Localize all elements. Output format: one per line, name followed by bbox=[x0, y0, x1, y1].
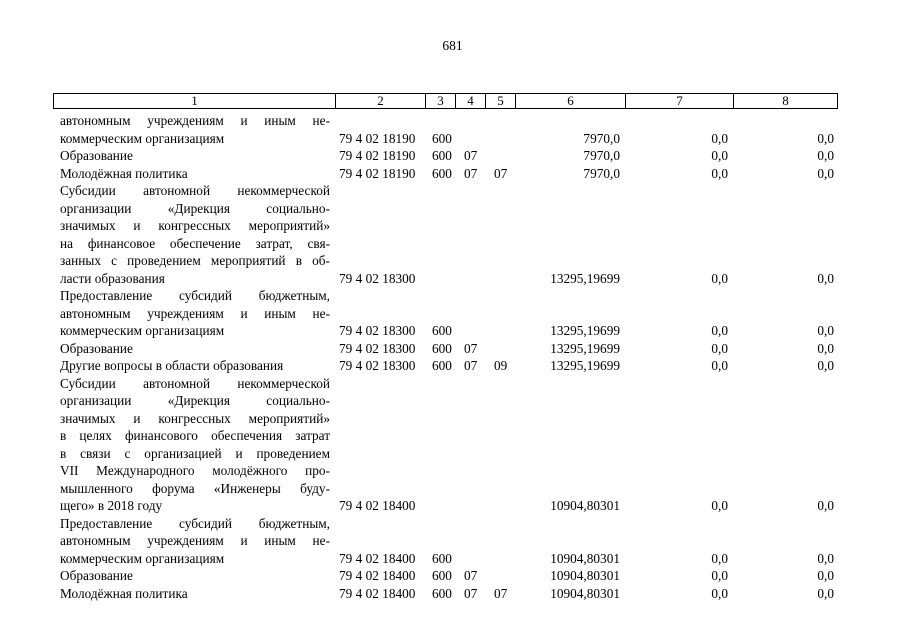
cell-c4: 07 bbox=[464, 165, 478, 181]
header-col-7: 7 bbox=[626, 94, 734, 108]
cell-c6: 13295,19699 bbox=[550, 340, 620, 356]
cell-c5: 09 bbox=[494, 358, 508, 373]
cell-c8: 0,0 bbox=[817, 130, 834, 146]
cell-c8: 0,0 bbox=[817, 323, 834, 338]
row-name-line: Образование bbox=[60, 148, 133, 163]
cell-c8: 0,0 bbox=[817, 165, 834, 181]
cell-c7: 0,0 bbox=[711, 323, 728, 338]
row-name bbox=[60, 357, 330, 375]
row-name bbox=[60, 340, 330, 358]
row-name bbox=[60, 165, 330, 183]
row-name-line: в целях финансового обеспечения затрат bbox=[60, 428, 330, 443]
cell-c8: 0,0 bbox=[817, 340, 834, 356]
row-name-line: Другие вопросы в области образования bbox=[60, 358, 284, 373]
table-row bbox=[0, 375, 905, 515]
row-name-line: VII Международного молодёжного про- bbox=[60, 463, 330, 478]
row-name-line: коммерческим организациям bbox=[60, 130, 225, 146]
row-name-line: Предоставление субсидий бюджетным, bbox=[60, 288, 330, 303]
row-name-line: Образование bbox=[60, 340, 133, 356]
header-col-8: 8 bbox=[782, 93, 789, 108]
row-name-line: на финансовое обеспечение затрат, свя- bbox=[60, 235, 330, 251]
cell-code: 79 4 02 18400 bbox=[339, 550, 416, 566]
table-row bbox=[0, 112, 905, 147]
cell-c3: 600 bbox=[432, 358, 452, 373]
cell-c7: 0,0 bbox=[711, 270, 728, 286]
row-name-line: коммерческим организациям bbox=[60, 323, 225, 338]
row-name-line: значимых и конгрессных мероприятий» bbox=[60, 410, 330, 426]
cell-c8: 0,0 bbox=[817, 358, 834, 373]
table-row bbox=[0, 567, 905, 585]
cell-c5: 07 bbox=[494, 165, 508, 181]
row-name-line: Субсидии автономной некоммерческой bbox=[60, 375, 330, 391]
cell-c8: 0,0 bbox=[817, 498, 834, 513]
cell-c6: 10904,80301 bbox=[550, 498, 620, 513]
cell-c3: 600 bbox=[432, 550, 452, 566]
table-row bbox=[0, 287, 905, 340]
cell-c3: 600 bbox=[432, 148, 452, 163]
cell-code: 79 4 02 18190 bbox=[339, 165, 416, 181]
cell-c7: 0,0 bbox=[711, 148, 728, 163]
cell-c8: 0,0 bbox=[817, 550, 834, 566]
header-col-5: 5 bbox=[486, 94, 516, 108]
table-row bbox=[0, 340, 905, 358]
row-name-line: автономным учреждениям и иным не- bbox=[60, 533, 330, 548]
row-name bbox=[60, 147, 330, 165]
cell-c4: 07 bbox=[464, 340, 478, 356]
cell-code: 79 4 02 18190 bbox=[339, 130, 416, 146]
cell-c7: 0,0 bbox=[711, 585, 728, 601]
cell-c6: 7970,0 bbox=[583, 165, 620, 181]
cell-c6: 7970,0 bbox=[583, 148, 620, 163]
row-name-line: коммерческим организациям bbox=[60, 550, 225, 566]
table-header bbox=[53, 93, 838, 109]
header-col-2: 2 bbox=[336, 94, 426, 108]
row-name-line: автономным учреждениям и иным не- bbox=[60, 113, 330, 128]
row-name-line: мышленного форума «Инженеры буду- bbox=[60, 480, 330, 496]
cell-c7: 0,0 bbox=[711, 130, 728, 146]
header-col-4: 4 bbox=[456, 94, 486, 108]
cell-code: 79 4 02 18300 bbox=[339, 340, 416, 356]
row-name-line: занных с проведением мероприятий в об- bbox=[60, 253, 330, 268]
row-name-line: автономным учреждениям и иным не- bbox=[60, 305, 330, 321]
cell-c8: 0,0 bbox=[817, 568, 834, 583]
page-number: 681 bbox=[442, 38, 463, 53]
cell-c6: 13295,19699 bbox=[550, 270, 620, 286]
cell-c6: 7970,0 bbox=[583, 130, 620, 146]
cell-c8: 0,0 bbox=[817, 585, 834, 601]
cell-c7: 0,0 bbox=[711, 165, 728, 181]
table-body bbox=[0, 112, 905, 602]
cell-c7: 0,0 bbox=[711, 568, 728, 583]
cell-c3: 600 bbox=[432, 130, 452, 146]
cell-c5: 07 bbox=[494, 585, 508, 601]
cell-code: 79 4 02 18300 bbox=[339, 358, 416, 373]
cell-c6: 13295,19699 bbox=[550, 358, 620, 373]
row-name bbox=[60, 375, 330, 515]
row-name bbox=[60, 585, 330, 603]
row-name-line: в связи с организацией и проведением bbox=[60, 445, 330, 461]
cell-c7: 0,0 bbox=[711, 498, 728, 513]
table-row bbox=[0, 585, 905, 603]
table-row bbox=[0, 515, 905, 568]
header-col-1: 1 bbox=[54, 94, 336, 108]
row-name-line: Предоставление субсидий бюджетным, bbox=[60, 515, 330, 531]
row-name-line: Субсидии автономной некоммерческой bbox=[60, 183, 330, 198]
cell-c6: 10904,80301 bbox=[550, 568, 620, 583]
cell-code: 79 4 02 18400 bbox=[339, 568, 416, 583]
table-row bbox=[0, 357, 905, 375]
cell-c4: 07 bbox=[464, 148, 478, 163]
row-name bbox=[60, 567, 330, 585]
table-row bbox=[0, 147, 905, 165]
cell-c4: 07 bbox=[464, 568, 478, 583]
cell-c6: 13295,19699 bbox=[550, 323, 620, 338]
row-name-line: организации «Дирекция социально- bbox=[60, 393, 330, 408]
cell-c7: 0,0 bbox=[711, 358, 728, 373]
row-name-line: Молодёжная политика bbox=[60, 585, 188, 601]
row-name-line: организации «Дирекция социально- bbox=[60, 200, 330, 216]
row-name-line: Образование bbox=[60, 568, 133, 583]
row-name bbox=[60, 515, 330, 568]
cell-c4: 07 bbox=[464, 358, 478, 373]
cell-c3: 600 bbox=[432, 585, 452, 601]
row-name-line: Молодёжная политика bbox=[60, 165, 188, 181]
cell-c3: 600 bbox=[432, 323, 452, 338]
header-col-3: 3 bbox=[426, 94, 456, 108]
row-name bbox=[60, 287, 330, 340]
row-name bbox=[60, 112, 330, 147]
cell-c8: 0,0 bbox=[817, 270, 834, 286]
cell-c7: 0,0 bbox=[711, 550, 728, 566]
cell-c6: 10904,80301 bbox=[550, 585, 620, 601]
cell-code: 79 4 02 18400 bbox=[339, 498, 416, 513]
cell-c4: 07 bbox=[464, 585, 478, 601]
row-name-line: ласти образования bbox=[60, 270, 165, 286]
cell-c3: 600 bbox=[432, 340, 452, 356]
cell-code: 79 4 02 18190 bbox=[339, 148, 416, 163]
header-col-6: 6 bbox=[516, 94, 626, 108]
row-name bbox=[60, 182, 330, 287]
cell-c3: 600 bbox=[432, 568, 452, 583]
cell-c6: 10904,80301 bbox=[550, 550, 620, 566]
row-name-line: значимых и конгрессных мероприятий» bbox=[60, 218, 330, 233]
cell-code: 79 4 02 18300 bbox=[339, 323, 416, 338]
table-row bbox=[0, 165, 905, 183]
table-row bbox=[0, 182, 905, 287]
cell-code: 79 4 02 18400 bbox=[339, 585, 416, 601]
cell-code: 79 4 02 18300 bbox=[339, 270, 416, 286]
cell-c8: 0,0 bbox=[817, 148, 834, 163]
cell-c7: 0,0 bbox=[711, 340, 728, 356]
cell-c3: 600 bbox=[432, 165, 452, 181]
row-name-line: щего» в 2018 году bbox=[60, 498, 163, 513]
